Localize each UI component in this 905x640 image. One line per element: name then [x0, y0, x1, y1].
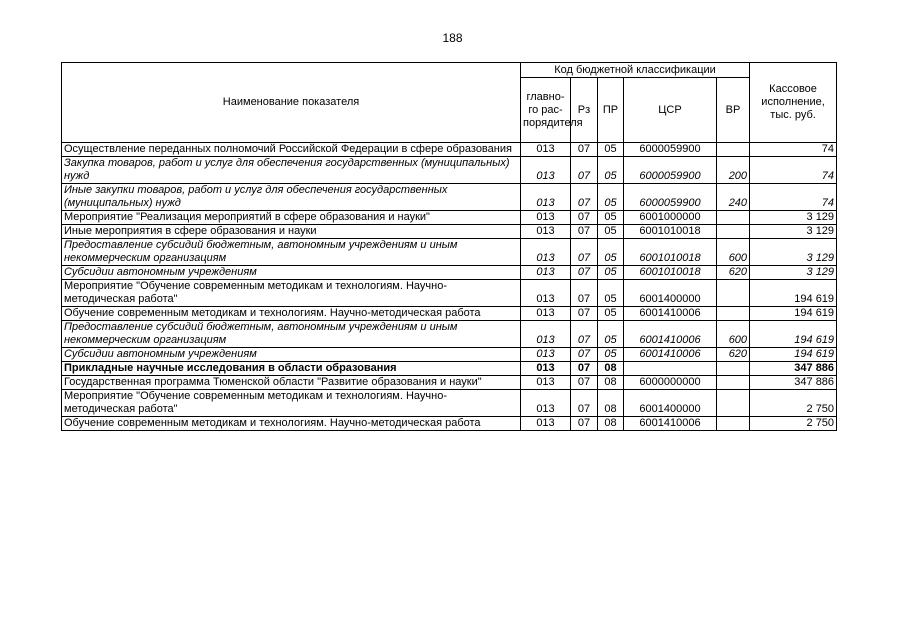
row-rz-code: 07	[571, 376, 598, 390]
row-amount: 2 750	[750, 390, 837, 417]
table-row	[62, 280, 837, 307]
row-rz-code: 07	[571, 157, 598, 184]
row-name: Закупка товаров, работ и услуг для обеспечения государственных (муниципальных) нужд	[62, 157, 521, 184]
row-csr-code: 6001410006	[624, 348, 717, 362]
row-rz-code: 07	[571, 417, 598, 431]
table-row	[62, 390, 837, 417]
row-amount: 194 619	[750, 280, 837, 307]
row-glavny-code: 013	[521, 390, 571, 417]
table-row	[62, 239, 837, 266]
row-vr-code	[717, 390, 750, 417]
header-name: Наименование показателя	[62, 63, 521, 143]
row-vr-code	[717, 362, 750, 376]
row-glavny-code: 013	[521, 362, 571, 376]
row-glavny-code: 013	[521, 376, 571, 390]
row-pr-code: 05	[598, 321, 624, 348]
row-pr-code: 05	[598, 307, 624, 321]
row-name: Мероприятие "Обучение современным методикам и технологиям. Научно-методическая работа"	[62, 390, 521, 417]
row-rz-code: 07	[571, 143, 598, 157]
row-csr-code: 6001010018	[624, 239, 717, 266]
row-name: Государственная программа Тюменской области "Развитие образования и науки"	[62, 376, 521, 390]
row-vr-code: 600	[717, 239, 750, 266]
row-pr-code: 08	[598, 376, 624, 390]
row-name: Предоставление субсидий бюджетным, автономным учреждениям и иным некоммерческим организациям	[62, 321, 521, 348]
row-glavny-code: 013	[521, 266, 571, 280]
row-vr-code	[717, 376, 750, 390]
header-amount: Кассовое исполнение, тыс. руб.	[750, 63, 837, 143]
row-amount: 347 886	[750, 376, 837, 390]
row-csr-code: 6001010018	[624, 225, 717, 239]
row-name: Обучение современным методикам и технологиям. Научно-методическая работа	[62, 307, 521, 321]
row-amount: 2 750	[750, 417, 837, 431]
row-pr-code: 05	[598, 266, 624, 280]
table-row	[62, 348, 837, 362]
row-glavny-code: 013	[521, 211, 571, 225]
row-pr-code: 05	[598, 143, 624, 157]
row-csr-code: 6001400000	[624, 280, 717, 307]
row-vr-code: 620	[717, 348, 750, 362]
row-glavny-code: 013	[521, 225, 571, 239]
row-amount: 347 886	[750, 362, 837, 376]
page-number: 188	[442, 31, 463, 45]
row-glavny-code: 013	[521, 321, 571, 348]
row-csr-code: 6001410006	[624, 321, 717, 348]
row-name: Осуществление переданных полномочий Российской Федерации в сфере образования	[62, 143, 521, 157]
header-glavny: главно-го рас-порядителя	[521, 78, 571, 143]
row-amount: 194 619	[750, 348, 837, 362]
row-rz-code: 07	[571, 280, 598, 307]
header-csr: ЦСР	[624, 78, 717, 143]
row-pr-code: 08	[598, 390, 624, 417]
row-pr-code: 08	[598, 362, 624, 376]
row-csr-code	[624, 362, 717, 376]
row-csr-code: 6001400000	[624, 390, 717, 417]
row-amount: 74	[750, 184, 837, 211]
table-row	[62, 307, 837, 321]
row-pr-code: 05	[598, 225, 624, 239]
row-vr-code: 240	[717, 184, 750, 211]
row-csr-code: 6000059900	[624, 143, 717, 157]
row-name: Иные закупки товаров, работ и услуг для обеспечения государственных (муниципальных) нужд	[62, 184, 521, 211]
row-amount: 3 129	[750, 266, 837, 280]
row-pr-code: 05	[598, 157, 624, 184]
row-glavny-code: 013	[521, 184, 571, 211]
row-rz-code: 07	[571, 184, 598, 211]
row-glavny-code: 013	[521, 157, 571, 184]
row-pr-code: 05	[598, 211, 624, 225]
row-csr-code: 6001010018	[624, 266, 717, 280]
table-row	[62, 157, 837, 184]
row-pr-code: 08	[598, 417, 624, 431]
row-rz-code: 07	[571, 225, 598, 239]
row-pr-code: 05	[598, 280, 624, 307]
row-csr-code: 6001410006	[624, 307, 717, 321]
row-pr-code: 05	[598, 348, 624, 362]
row-pr-code: 05	[598, 184, 624, 211]
row-amount: 74	[750, 143, 837, 157]
row-name: Предоставление субсидий бюджетным, автономным учреждениям и иным некоммерческим организациям	[62, 239, 521, 266]
row-vr-code	[717, 307, 750, 321]
row-vr-code	[717, 225, 750, 239]
table-body	[62, 143, 837, 431]
header-code-group: Код бюджетной классификации	[521, 63, 750, 78]
table-row	[62, 225, 837, 239]
table-row	[62, 362, 837, 376]
header-rz: Рз	[571, 78, 598, 143]
row-vr-code: 600	[717, 321, 750, 348]
table-row	[62, 184, 837, 211]
row-amount: 194 619	[750, 321, 837, 348]
row-rz-code: 07	[571, 348, 598, 362]
row-csr-code: 6000059900	[624, 157, 717, 184]
row-csr-code: 6001000000	[624, 211, 717, 225]
row-csr-code: 6000059900	[624, 184, 717, 211]
row-name: Субсидии автономным учреждениям	[62, 348, 521, 362]
row-vr-code	[717, 280, 750, 307]
row-amount: 3 129	[750, 211, 837, 225]
table-row	[62, 143, 837, 157]
table-row	[62, 417, 837, 431]
row-glavny-code: 013	[521, 417, 571, 431]
row-glavny-code: 013	[521, 143, 571, 157]
row-vr-code: 620	[717, 266, 750, 280]
row-rz-code: 07	[571, 266, 598, 280]
row-vr-code: 200	[717, 157, 750, 184]
row-glavny-code: 013	[521, 348, 571, 362]
row-rz-code: 07	[571, 362, 598, 376]
row-name: Прикладные научные исследования в области образования	[62, 362, 521, 376]
row-vr-code	[717, 211, 750, 225]
row-name: Иные мероприятия в сфере образования и науки	[62, 225, 521, 239]
row-rz-code: 07	[571, 239, 598, 266]
row-amount: 74	[750, 157, 837, 184]
table-row	[62, 321, 837, 348]
table-row	[62, 266, 837, 280]
row-rz-code: 07	[571, 211, 598, 225]
header-pr: ПР	[598, 78, 624, 143]
row-name: Обучение современным методикам и технологиям. Научно-методическая работа	[62, 417, 521, 431]
table-row	[62, 211, 837, 225]
budget-table	[61, 62, 837, 431]
row-vr-code	[717, 417, 750, 431]
row-vr-code	[717, 143, 750, 157]
row-rz-code: 07	[571, 390, 598, 417]
row-name: Мероприятие "Реализация мероприятий в сфере образования и науки"	[62, 211, 521, 225]
row-pr-code: 05	[598, 239, 624, 266]
header-vr: ВР	[717, 78, 750, 143]
row-glavny-code: 013	[521, 307, 571, 321]
row-amount: 3 129	[750, 225, 837, 239]
row-name: Мероприятие "Обучение современным методикам и технологиям. Научно-методическая работа"	[62, 280, 521, 307]
row-amount: 194 619	[750, 307, 837, 321]
row-amount: 3 129	[750, 239, 837, 266]
row-csr-code: 6001410006	[624, 417, 717, 431]
row-glavny-code: 013	[521, 280, 571, 307]
row-rz-code: 07	[571, 307, 598, 321]
row-csr-code: 6000000000	[624, 376, 717, 390]
row-name: Субсидии автономным учреждениям	[62, 266, 521, 280]
row-glavny-code: 013	[521, 239, 571, 266]
row-rz-code: 07	[571, 321, 598, 348]
table-row	[62, 376, 837, 390]
